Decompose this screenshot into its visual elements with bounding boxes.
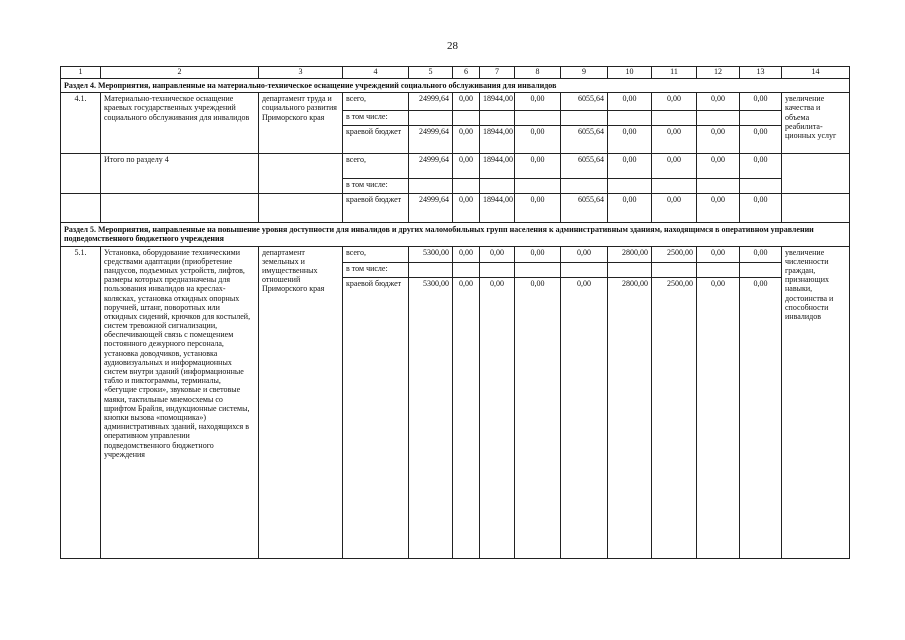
item-number: 5.1. xyxy=(61,246,101,558)
value-cell: 18944,00 xyxy=(480,126,515,154)
column-header: 14 xyxy=(782,67,850,79)
section-4-title: Раздел 4. Мероприятия, направленные на материально-техническое оснащение учреждений социального обслуживания для инвалидов xyxy=(61,79,850,93)
value-cell xyxy=(608,111,652,126)
value-cell: 0,00 xyxy=(480,277,515,558)
value-cell: 0,00 xyxy=(515,246,561,262)
value-cell: 0,00 xyxy=(561,246,608,262)
value-cell: 0,00 xyxy=(740,277,782,558)
value-cell xyxy=(561,111,608,126)
empty-cell xyxy=(61,154,101,194)
funding-source: краевой бюджет xyxy=(343,277,409,558)
column-header: 8 xyxy=(515,67,561,79)
value-cell xyxy=(480,179,515,194)
value-cell: 0,00 xyxy=(740,246,782,262)
value-cell: 6055,64 xyxy=(561,154,608,179)
value-cell: 0,00 xyxy=(515,194,561,223)
column-header: 7 xyxy=(480,67,515,79)
value-cell: 0,00 xyxy=(697,246,740,262)
value-cell: 24999,64 xyxy=(409,126,453,154)
value-cell: 0,00 xyxy=(480,246,515,262)
column-header: 11 xyxy=(652,67,697,79)
value-cell: 6055,64 xyxy=(561,194,608,223)
column-header: 3 xyxy=(259,67,343,79)
value-cell: 0,00 xyxy=(608,154,652,179)
value-cell: 0,00 xyxy=(453,126,480,154)
value-cell xyxy=(740,262,782,277)
value-cell: 0,00 xyxy=(697,277,740,558)
value-cell: 0,00 xyxy=(652,194,697,223)
value-cell xyxy=(740,111,782,126)
value-cell: 0,00 xyxy=(561,277,608,558)
value-cell: 0,00 xyxy=(652,154,697,179)
item-executor: департамент труда и социального развития Приморского края xyxy=(259,93,343,154)
value-cell: 2500,00 xyxy=(652,246,697,262)
empty-cell xyxy=(259,154,343,194)
column-header: 10 xyxy=(608,67,652,79)
value-cell: 0,00 xyxy=(697,194,740,223)
value-cell: 18944,00 xyxy=(480,154,515,179)
value-cell: 0,00 xyxy=(515,93,561,111)
item-name: Материально-техническое оснащение краевых государственных учреждений социального обслуживания для инвалидов xyxy=(101,93,259,154)
value-cell: 0,00 xyxy=(652,93,697,111)
value-cell xyxy=(652,179,697,194)
column-header: 12 xyxy=(697,67,740,79)
funding-source: в том числе: xyxy=(343,262,409,277)
item-executor: департамент земельных и имущественных отношений Приморского края xyxy=(259,246,343,558)
funding-source: всего, xyxy=(343,246,409,262)
value-cell xyxy=(409,111,453,126)
table-row xyxy=(61,154,850,179)
value-cell: 2800,00 xyxy=(608,277,652,558)
item-name: Установка, оборудование техническими средствами адаптации (приобретение пандусов, подъемных устройств, лифтов, размеры которых предназначены для пользования инвалидов на креслах-колясках, установка откидных опорных поручней, штанг, поворотных или откидных сидений, крючков для костылей, систем тревожной сигнализации, обеспечивающей связь с помещением постоянного дежурного персонала, установка доводчиков, установка аудиовизуальных и информационных систем внутри зданий (информационные табло и пиктограммы, терминалы, «бегущие строки», звуковые и световые маяки, тактильные мнемосхемы со шрифтом Брайля, индукционные системы, кнопки вызова «помощника») административных зданий, находящихся в оперативном управлении подведомственного бюджетного учреждения xyxy=(101,246,259,558)
value-cell xyxy=(453,111,480,126)
value-cell xyxy=(515,179,561,194)
value-cell xyxy=(480,262,515,277)
value-cell: 0,00 xyxy=(608,93,652,111)
value-cell xyxy=(480,111,515,126)
table-row xyxy=(61,246,850,262)
empty-cell xyxy=(782,194,850,223)
table-row xyxy=(61,93,850,111)
column-header: 1 xyxy=(61,67,101,79)
value-cell: 5300,00 xyxy=(409,277,453,558)
value-cell: 0,00 xyxy=(515,126,561,154)
value-cell: 0,00 xyxy=(453,277,480,558)
value-cell xyxy=(697,262,740,277)
value-cell: 0,00 xyxy=(740,93,782,111)
value-cell: 6055,64 xyxy=(561,93,608,111)
value-cell: 0,00 xyxy=(697,154,740,179)
value-cell xyxy=(697,111,740,126)
value-cell xyxy=(409,179,453,194)
value-cell xyxy=(453,179,480,194)
item-result: увеличение численности граждан, признающих навыки, достоинства и способности инвалидов xyxy=(782,246,850,558)
column-header: 5 xyxy=(409,67,453,79)
value-cell: 0,00 xyxy=(608,194,652,223)
value-cell: 24999,64 xyxy=(409,93,453,111)
funding-source: в том числе: xyxy=(343,179,409,194)
column-header: 6 xyxy=(453,67,480,79)
value-cell: 0,00 xyxy=(453,194,480,223)
empty-cell xyxy=(61,194,101,223)
value-cell: 0,00 xyxy=(608,126,652,154)
value-cell xyxy=(740,179,782,194)
item-number: 4.1. xyxy=(61,93,101,154)
total-label: Итого по разделу 4 xyxy=(101,154,259,194)
value-cell xyxy=(608,262,652,277)
value-cell xyxy=(561,179,608,194)
column-header: 9 xyxy=(561,67,608,79)
column-header: 4 xyxy=(343,67,409,79)
value-cell: 0,00 xyxy=(697,93,740,111)
value-cell xyxy=(515,262,561,277)
value-cell xyxy=(561,262,608,277)
table-row xyxy=(61,194,850,223)
value-cell: 0,00 xyxy=(740,154,782,179)
program-table xyxy=(60,66,850,559)
value-cell xyxy=(697,179,740,194)
column-header: 2 xyxy=(101,67,259,79)
funding-source: краевой бюджет xyxy=(343,194,409,223)
funding-source: краевой бюджет xyxy=(343,126,409,154)
value-cell: 0,00 xyxy=(453,154,480,179)
value-cell: 24999,64 xyxy=(409,154,453,179)
value-cell: 18944,00 xyxy=(480,194,515,223)
value-cell: 2500,00 xyxy=(652,277,697,558)
funding-source: в том числе: xyxy=(343,111,409,126)
value-cell: 0,00 xyxy=(652,126,697,154)
empty-cell xyxy=(782,154,850,194)
value-cell xyxy=(453,262,480,277)
value-cell: 0,00 xyxy=(515,277,561,558)
value-cell: 0,00 xyxy=(697,126,740,154)
funding-source: всего, xyxy=(343,154,409,179)
column-header: 13 xyxy=(740,67,782,79)
value-cell: 0,00 xyxy=(740,126,782,154)
value-cell xyxy=(652,262,697,277)
value-cell: 24999,64 xyxy=(409,194,453,223)
value-cell xyxy=(608,179,652,194)
value-cell xyxy=(409,262,453,277)
section-5-header-row xyxy=(61,223,850,246)
value-cell: 0,00 xyxy=(453,93,480,111)
value-cell: 2800,00 xyxy=(608,246,652,262)
value-cell xyxy=(515,111,561,126)
empty-cell xyxy=(101,194,259,223)
page-number: 28 xyxy=(447,40,458,52)
value-cell: 6055,64 xyxy=(561,126,608,154)
value-cell: 0,00 xyxy=(515,154,561,179)
column-number-row xyxy=(61,67,850,79)
item-result: увеличение качества и объема реабилита-ционных услуг xyxy=(782,93,850,154)
value-cell: 0,00 xyxy=(453,246,480,262)
value-cell: 0,00 xyxy=(740,194,782,223)
value-cell: 18944,00 xyxy=(480,93,515,111)
value-cell: 5300,00 xyxy=(409,246,453,262)
empty-cell xyxy=(259,194,343,223)
section-5-title: Раздел 5. Мероприятия, направленные на повышение уровня доступности для инвалидов и других маломобильных групп населения к административным зданиям, находящимся в оперативном управлении подведомственного бюджетного учреждения xyxy=(61,223,850,246)
section-4-header-row xyxy=(61,79,850,93)
value-cell xyxy=(652,111,697,126)
funding-source: всего, xyxy=(343,93,409,111)
